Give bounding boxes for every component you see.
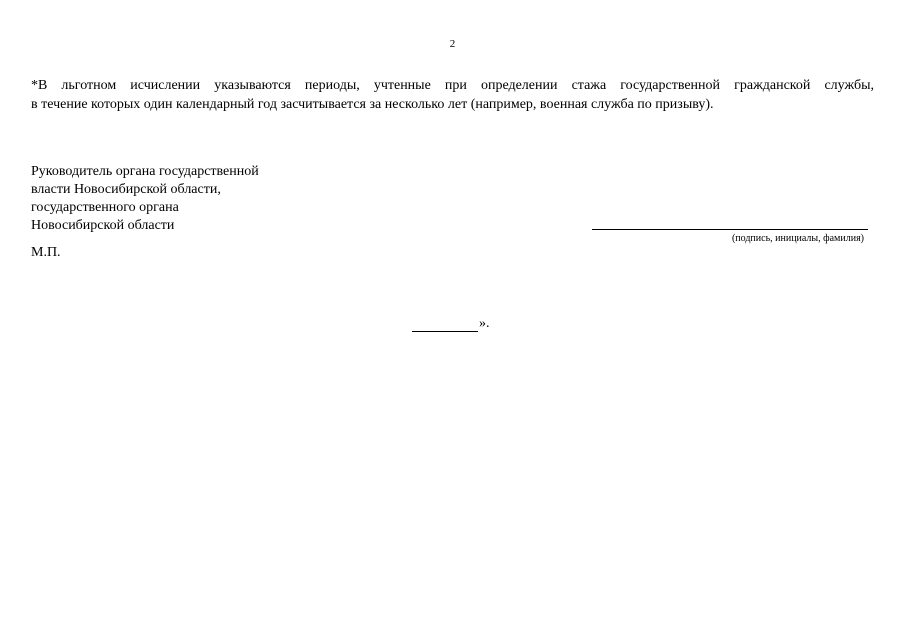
signatory-line-4: Новосибирской области — [31, 218, 175, 233]
signature-line — [592, 229, 868, 230]
signatory-line-2: власти Новосибирской области, — [31, 182, 221, 197]
footnote — [31, 76, 874, 114]
page-number: 2 — [449, 38, 456, 50]
signatory-line-1: Руководитель органа государственной — [31, 164, 259, 179]
closing-text: ». — [479, 316, 490, 331]
closing-mark — [412, 316, 490, 332]
footnote-line-2: в течение которых один календарный год засчитывается за несколько лет (например, военная служба по призыву). — [31, 97, 714, 112]
signatory-title — [31, 163, 331, 235]
signatory-line-3: государственного органа — [31, 200, 179, 215]
stamp-place-label: М.П. — [31, 245, 61, 260]
footnote-line-1: *В льготном исчислении указываются периоды, учтенные при определении стажа государственной гражданской службы, — [31, 78, 874, 93]
signature-caption: (подпись, инициалы, фамилия) — [731, 233, 864, 244]
closing-blank-line — [412, 318, 478, 332]
